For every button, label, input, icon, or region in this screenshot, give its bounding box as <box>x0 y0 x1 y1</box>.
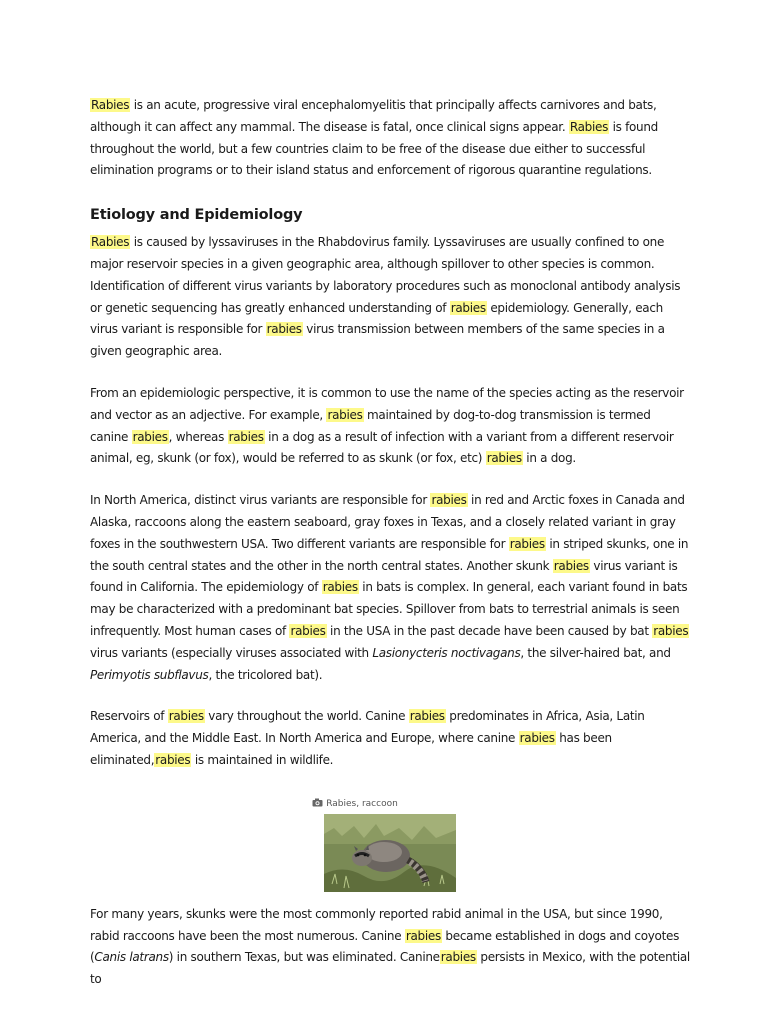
text-run: in the USA in the past decade have been caused by bat <box>326 623 653 638</box>
highlighted-term[interactable]: rabies <box>155 752 191 767</box>
text-run: persists in Mexico, with the potential to <box>90 950 690 987</box>
text-run: epidemiology. Generally, each virus variant is responsible for <box>90 300 663 337</box>
text-run: virus transmission between members of the same species in a given geographic area. <box>90 322 665 359</box>
caption-text: Rabies, raccoon <box>326 799 398 810</box>
italic-text: Canis latrans <box>94 950 169 965</box>
highlighted-term[interactable]: rabies <box>132 429 168 444</box>
text-run: in red and Arctic foxes in Canada and Alaska, raccoons along the eastern seaboard, gray foxes in Texas, and a closely related variant in gray foxes in the southwestern USA. Two different variants are responsible for <box>90 493 685 551</box>
highlighted-term[interactable]: Rabies <box>91 235 130 250</box>
text-run: maintained by dog-to-dog transmission is termed canine <box>90 407 651 444</box>
italic-text: Perimyotis subflavus <box>90 667 209 682</box>
highlighted-term[interactable]: rabies <box>653 623 689 638</box>
highlighted-term[interactable]: rabies <box>431 493 467 508</box>
figure <box>90 792 690 892</box>
highlighted-term[interactable]: rabies <box>322 580 358 595</box>
italic-text: Lasionycteris noctivagans <box>372 645 521 660</box>
text-run: vary throughout the world. Canine <box>204 709 409 724</box>
text-run: virus variants (especially viruses associated with <box>90 645 373 660</box>
highlighted-term[interactable]: rabies <box>519 731 555 746</box>
section-heading <box>90 202 690 228</box>
highlighted-term[interactable]: rabies <box>509 536 545 551</box>
highlighted-term[interactable]: rabies <box>409 709 445 724</box>
paragraph-intro <box>90 95 690 182</box>
text-run: In North America, distinct virus variants are responsible for <box>90 493 431 508</box>
paragraph-skunks <box>90 904 690 991</box>
text-run: became established in dogs and coyotes ( <box>90 928 680 965</box>
highlighted-term[interactable]: rabies <box>168 709 204 724</box>
text-run: For many years, skunks were the most commonly reported rabid animal in the USA, but since 1990, rabid raccoons have been the most numerous. Canine <box>90 906 663 943</box>
paragraph-reservoirs <box>90 706 690 771</box>
highlighted-term[interactable]: rabies <box>327 407 363 422</box>
text-run: predominates in Africa, Asia, Latin America, and the Middle East. In North America and Europe, where canine <box>90 709 645 746</box>
paragraph-etiology <box>90 232 690 363</box>
text-run: , the tricolored bat). <box>208 667 323 682</box>
highlighted-term[interactable]: rabies <box>290 623 326 638</box>
text-run: , the silver-haired bat, and <box>520 645 671 660</box>
highlighted-term[interactable]: rabies <box>228 429 264 444</box>
text-run: in striped skunks, one in the south central states and the other in the north central states. Another skunk <box>90 536 689 573</box>
text-run: Etiology and Epidemiology <box>90 207 303 224</box>
text-run: in a dog. <box>522 451 576 466</box>
highlighted-term[interactable]: rabies <box>266 322 302 337</box>
text-run: is an acute, progressive viral encephalomyelitis that principally affects carnivores and bats, although it can affect any mammal. The disease is fatal, once clinical signs appear. <box>90 98 657 134</box>
article-body <box>90 95 690 1011</box>
text-run: is caused by lyssaviruses in the Rhabdovirus family. Lyssaviruses are usually confined to one major reservoir species in a given geographic area, although spillover to other species is common. Identification of different virus variants by laboratory procedures such as monoclonal antibody analysis or genetic sequencing has greatly enhanced understanding of <box>90 235 681 315</box>
paragraph-north-america <box>90 490 690 686</box>
text-run: in a dog as a result of infection with a variant from a different reservoir animal, eg, skunk (or fox), would be referred to as skunk (or fox, etc) <box>90 429 674 466</box>
highlighted-term[interactable]: rabies <box>440 950 476 965</box>
text-run: , whereas <box>168 429 228 444</box>
highlighted-term[interactable]: Rabies <box>569 119 609 134</box>
text-run: From an epidemiologic perspective, it is common to use the name of the species acting as the reservoir and vector as an adjective. For example, <box>90 385 684 422</box>
highlighted-term[interactable]: Rabies <box>91 98 130 112</box>
figure-caption[interactable] <box>312 798 398 811</box>
highlighted-term[interactable]: rabies <box>405 928 441 943</box>
text-run: has been eliminated, <box>90 731 612 767</box>
camera-icon <box>312 798 323 811</box>
highlighted-term[interactable]: rabies <box>553 558 589 573</box>
paragraph-perspective <box>90 383 690 470</box>
text-run: is found throughout the world, but a few countries claim to be free of the disease due either to successful elimination programs or to their island status and enforcement of rigorous quarantine regulations. <box>90 119 658 178</box>
highlighted-term[interactable]: rabies <box>450 300 486 315</box>
raccoon-photo[interactable] <box>324 814 456 892</box>
text-run: virus variant is found in California. The epidemiology of <box>90 558 678 595</box>
text-run: in bats is complex. In general, each variant found in bats may be characterized with a predominant bat species. Spillover from bats to terrestrial animals is seen infrequently. Most human cases of <box>90 580 688 638</box>
text-run: ) in southern Texas, but was eliminated. Canine <box>168 950 440 965</box>
highlighted-term[interactable]: rabies <box>486 451 522 466</box>
text-run: is maintained in wildlife. <box>191 752 334 767</box>
text-run: Reservoirs of <box>90 709 168 724</box>
